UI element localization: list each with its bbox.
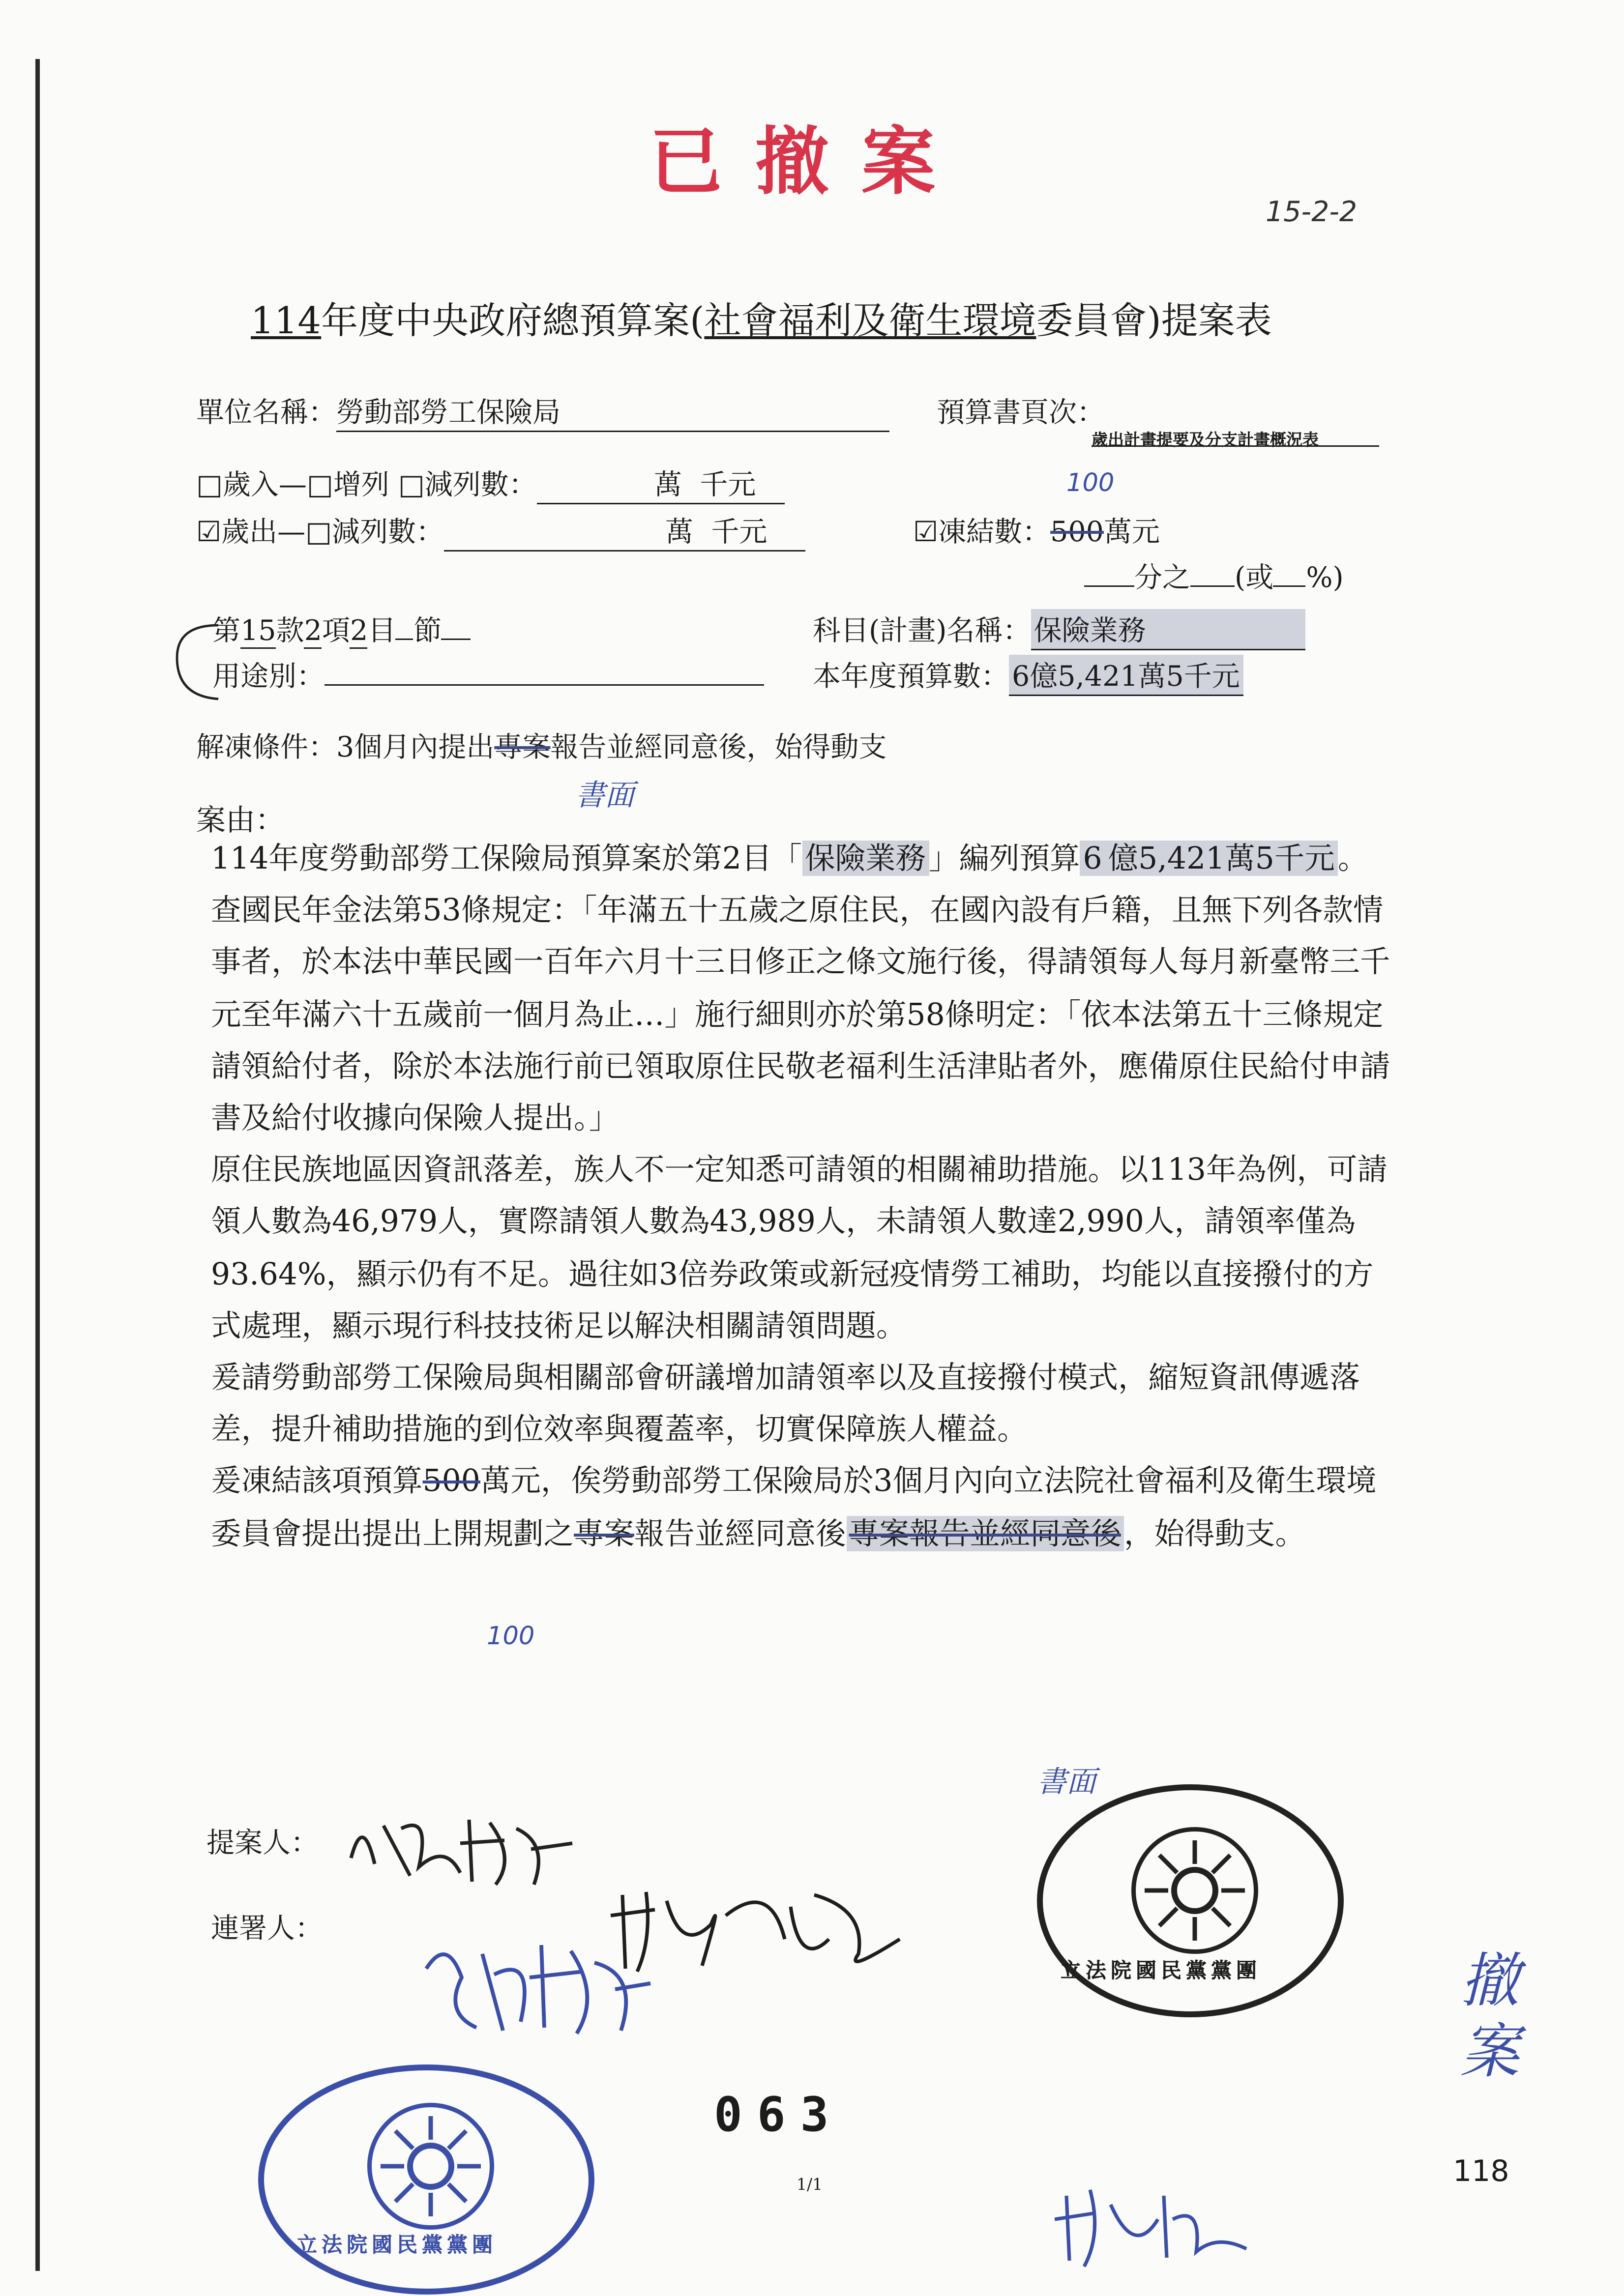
cosigner-label: 連署人：: [211, 1913, 324, 1945]
handwritten-withdraw: 撤案: [1460, 1948, 1519, 2087]
subject-value: 保險業務: [1031, 609, 1305, 650]
withdrawn-stamp: 已撤案: [649, 118, 968, 205]
percent-open: (或: [1235, 562, 1274, 594]
fraction-label: 分之: [1134, 562, 1191, 594]
reference-number: 15-2-2: [1266, 196, 1358, 229]
budget-page-note: 歲出計畫提要及分支計畫概況表: [1092, 431, 1319, 450]
party-seal-black: [1037, 1784, 1344, 2017]
binding-line: [35, 59, 40, 2271]
cosigner-signature-black: [608, 1880, 917, 1983]
unit-value: 勞動部勞工保險局: [336, 391, 889, 432]
freeze-label: ☑凍結數：: [913, 516, 1051, 549]
section-mu: 2: [350, 615, 368, 649]
usage-label: 用途別：: [212, 661, 325, 693]
revenue-qian: 千元: [700, 469, 756, 501]
expense-amount: [444, 510, 805, 552]
section-kuan: 15: [240, 615, 276, 649]
cosigner-signature-blue: [417, 1924, 653, 2042]
proposer-signature: [342, 1799, 578, 1895]
handwritten-number: 118: [1453, 2153, 1509, 2188]
section-xiang: 2: [304, 615, 322, 649]
usage-field: [212, 655, 764, 695]
subject-field: [813, 609, 1305, 650]
freeze-new-amount: 100: [1066, 469, 1115, 498]
title-suffix: 委員會)提案表: [1036, 299, 1272, 342]
title-committee: 社會福利及衛生環境: [704, 299, 1036, 342]
document-title: [251, 292, 1272, 345]
reason-paragraph-4: 爰請勞動部勞工保險局與相關部會研議增加請領率以及直接撥付模式，縮短資訊傳遞落差，提升補助措施的到位效率與覆蓋率，切實保障族人權益。: [211, 1360, 1360, 1447]
reason-paragraph-5: 爰凍結該項預算500萬元，俟勞動部勞工保險局於3個月內向立法院社會福利及衛生環境委員會提出提出上開規劃之專案報告並經同意後 專案報告並經同意後 ，始得動支。: [211, 1463, 1377, 1551]
title-middle: 年度中央政府總預算案(: [321, 299, 705, 342]
freeze-field: [913, 510, 1160, 550]
unfreeze-condition: 解凍條件：3個月內提出專案報告並經同意後，始得動支: [196, 731, 887, 764]
percent-close: %): [1306, 562, 1344, 594]
budget-page-label: 預算書頁次：: [937, 397, 1105, 429]
freeze-unit: 萬元: [1103, 516, 1160, 549]
subject-label: 科目(計畫)名稱：: [813, 615, 1031, 647]
usage-value: [325, 684, 764, 686]
sun-emblem-icon: [1136, 1831, 1254, 1949]
reason-paragraph-3: 原住民族地區因資訊落差，族人不一定知悉可請領的相關補助措施。以113年為例，可請領人數為46,979人，實際請領人數為43,989人，未請領人數達2,990人，請領率僅為93.64%，顯示仍有不足。過往如3倍券政策或新冠疫情勞工補助，均能以直接撥付的方式處理，顯示現行科技技術足以解決相關請領問題。: [211, 1152, 1388, 1343]
annual-budget-value: 6億5,421萬5千元: [1009, 655, 1243, 696]
proposer-label: 提案人：: [207, 1827, 319, 1860]
reason-body: [211, 833, 1398, 1560]
seal-text-black: 立法院國民黨黨團: [1061, 1960, 1261, 1983]
expense-label: ☑歲出—□減列數：: [196, 516, 444, 549]
handwritten-initials: [1055, 2175, 1276, 2278]
unit-field: [196, 391, 889, 432]
title-year: 114: [251, 299, 322, 342]
expense-qian: 千元: [711, 516, 768, 549]
expense-wan: 萬: [665, 516, 694, 549]
handwritten-written-1: 書面: [575, 777, 634, 813]
annual-budget-label: 本年度預算數：: [813, 661, 1009, 693]
handwritten-100-body: 100: [487, 1622, 535, 1652]
unit-label: 單位名稱：: [196, 397, 337, 429]
freeze-old-amount: 500: [1050, 516, 1104, 549]
reason-paragraph-2: 查國民年金法第53條規定：「年滿五十五歲之原住民，在國內設有戶籍，且無下列各款情事者，於本法中華民國一百年六月十三日修正之條文施行後，得請領每人每月新臺幣三千元至年滿六十五歲前一個月為止…」施行細則亦於第58條明定：「依本法第五十三條規定請領給付者，除於本法施行前已領取原住民敬老福利生活津貼者外，應備原住民給付申請書及給付收據向保險人提出。」: [211, 892, 1390, 1136]
revenue-amount: [537, 463, 785, 504]
budget-page-underline: [1092, 445, 1379, 447]
reason-paragraph-1: 114年度勞動部勞工保險局預算案於第2目「 保險業務 」編列預算 6 億5,421萬5千元 。: [211, 841, 1368, 876]
party-seal-blue: [258, 2064, 594, 2295]
unfreeze-label: 解凍條件：: [196, 731, 337, 764]
revenue-wan: 萬: [654, 469, 682, 501]
reason-label: 案由：: [196, 802, 285, 838]
revenue-label: □歲入—□增列 □減列數：: [196, 469, 537, 501]
section-field: 第15款2項2目 節: [212, 609, 471, 649]
expense-row: [196, 510, 805, 552]
page-fraction: 1/1: [797, 2175, 823, 2194]
handwritten-written-2: 書面: [1037, 1764, 1096, 1799]
annual-budget-field: [813, 655, 1243, 696]
sun-emblem-icon: [372, 2107, 490, 2225]
seal-text-blue: 立法院國民黨黨團: [296, 2234, 497, 2258]
page-number: 063: [714, 2087, 844, 2143]
fraction-field: [1084, 556, 1344, 596]
unfreeze-struck-text: 專案: [494, 731, 551, 764]
revenue-row: [196, 463, 785, 504]
